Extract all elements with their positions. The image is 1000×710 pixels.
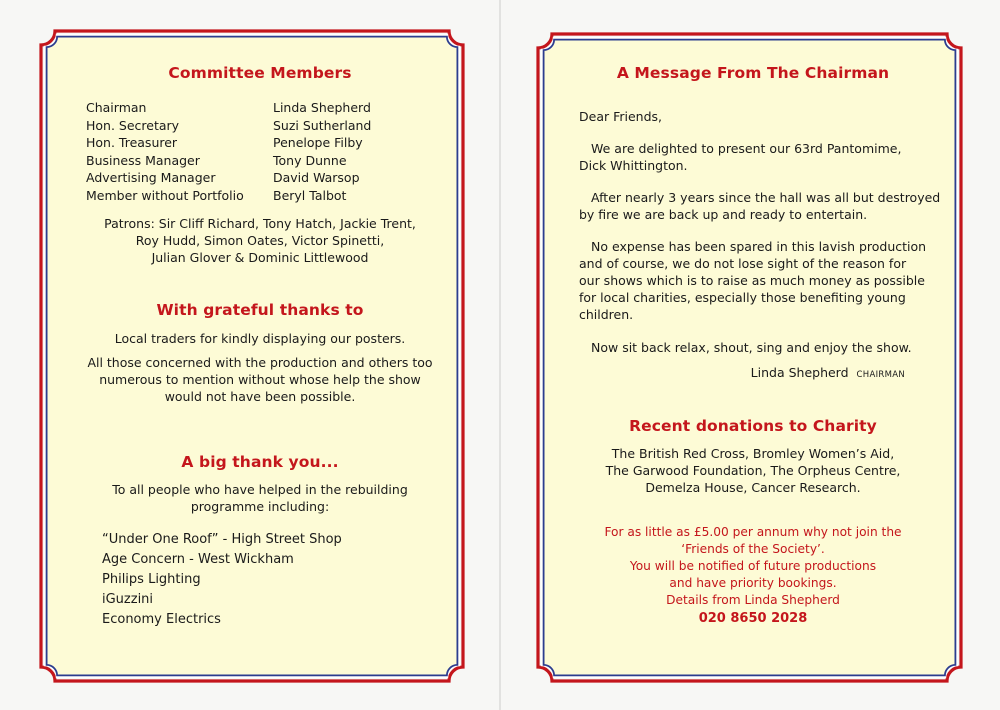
member-name: Beryl Talbot [273,187,347,203]
thanks-para2 [60,354,460,405]
committee-names [273,99,371,204]
donations-line: The Garwood Foundation, The Orpheus Centre, [605,463,901,478]
patrons-line: Roy Hudd, Simon Oates, Victor Spinetti, [135,233,385,248]
supporter-item: Philips Lighting [102,572,201,587]
supporters-list [102,530,342,630]
role-item: Member without Portfolio [86,187,244,203]
message-para1 [579,140,901,174]
donations-line: Demelza House, Cancer Research. [645,480,861,495]
thanks-heading: With grateful thanks to [156,301,364,319]
chairman-heading: A Message From The Chairman [616,64,890,82]
para-line: No expense has been spared in this lavish production [591,239,927,254]
role-item: Business Manager [86,152,200,168]
member-name: Penelope Filby [273,135,363,150]
thanks-para-line: All those concerned with the production and others too [87,355,433,370]
friends-line: Details from Linda Shepherd [666,593,840,607]
supporter-item: iGuzzini [102,592,154,607]
intro-line: programme including: [190,499,330,514]
role-item: Hon. Secretary [86,117,180,133]
friends-of-society [553,524,953,627]
message-para4: Now sit back relax, shout, sing and enjoy the show. [591,340,912,355]
para-line: by fire we are back up and ready to entertain. [579,207,868,222]
role-item: Advertising Manager [86,170,216,185]
para-line: our shows which is to raise as much money as possible [579,273,925,288]
para-line: After nearly 3 years since the hall was all but destroyed [591,190,941,205]
message-para2 [579,189,940,223]
message-para3 [579,238,926,323]
member-name: David Warsop [273,170,360,185]
donations-line: The British Red Cross, Bromley Women’s Aid, [611,446,895,461]
friends-line: and have priority bookings. [669,576,837,590]
role-item: Hon. Treasurer [86,135,178,150]
thanks-para-line: numerous to mention without whose help the show [99,372,421,387]
para-line: for local charities, especially those benefiting young [579,290,906,305]
supporter-item: Economy Electrics [102,612,221,627]
signature-name: Linda Shepherd [750,365,849,380]
donations-heading: Recent donations to Charity [629,417,877,435]
greeting: Dear Friends, [579,109,663,124]
supporter-item: Age Concern - West Wickham [102,552,294,567]
friends-line: You will be notified of future productions [629,559,877,573]
para-line: We are delighted to present our 63rd Pantomime, [591,141,902,156]
thanks-para-line: would not have been possible. [164,389,356,404]
member-name: Linda Shepherd [273,100,371,115]
signature [680,364,905,384]
para-line: and of course, we do not lose sight of the reason for [579,256,907,271]
patrons [60,215,460,266]
role-item: Chairman [86,100,147,115]
patrons-line: Patrons: Sir Cliff Richard, Tony Hatch, Jackie Trent, [104,216,416,231]
para-line: children. [579,307,634,322]
supporter-item: “Under One Roof” - High Street Shop [102,532,342,547]
big-thanks-heading: A big thank you... [181,453,339,471]
friends-line: ‘Friends of the Society’. [681,542,825,556]
member-name: Suzi Sutherland [273,117,372,133]
phone-number: 020 8650 2028 [698,611,808,626]
signature-title: CHAIRMAN [856,370,905,380]
intro-line: To all people who have helped in the rebuilding [112,482,408,497]
committee-roles [86,99,244,204]
patrons-line: Julian Glover & Dominic Littlewood [151,250,369,265]
para-line: Dick Whittington. [579,158,688,173]
member-name: Tony Dunne [273,152,347,168]
friends-line: For as little as £5.00 per annum why not join the [604,525,902,539]
donations-list [553,445,953,496]
big-thanks-intro [60,481,460,515]
thanks-line1: Local traders for kindly displaying our posters. [114,331,406,346]
committee-heading: Committee Members [168,64,352,82]
